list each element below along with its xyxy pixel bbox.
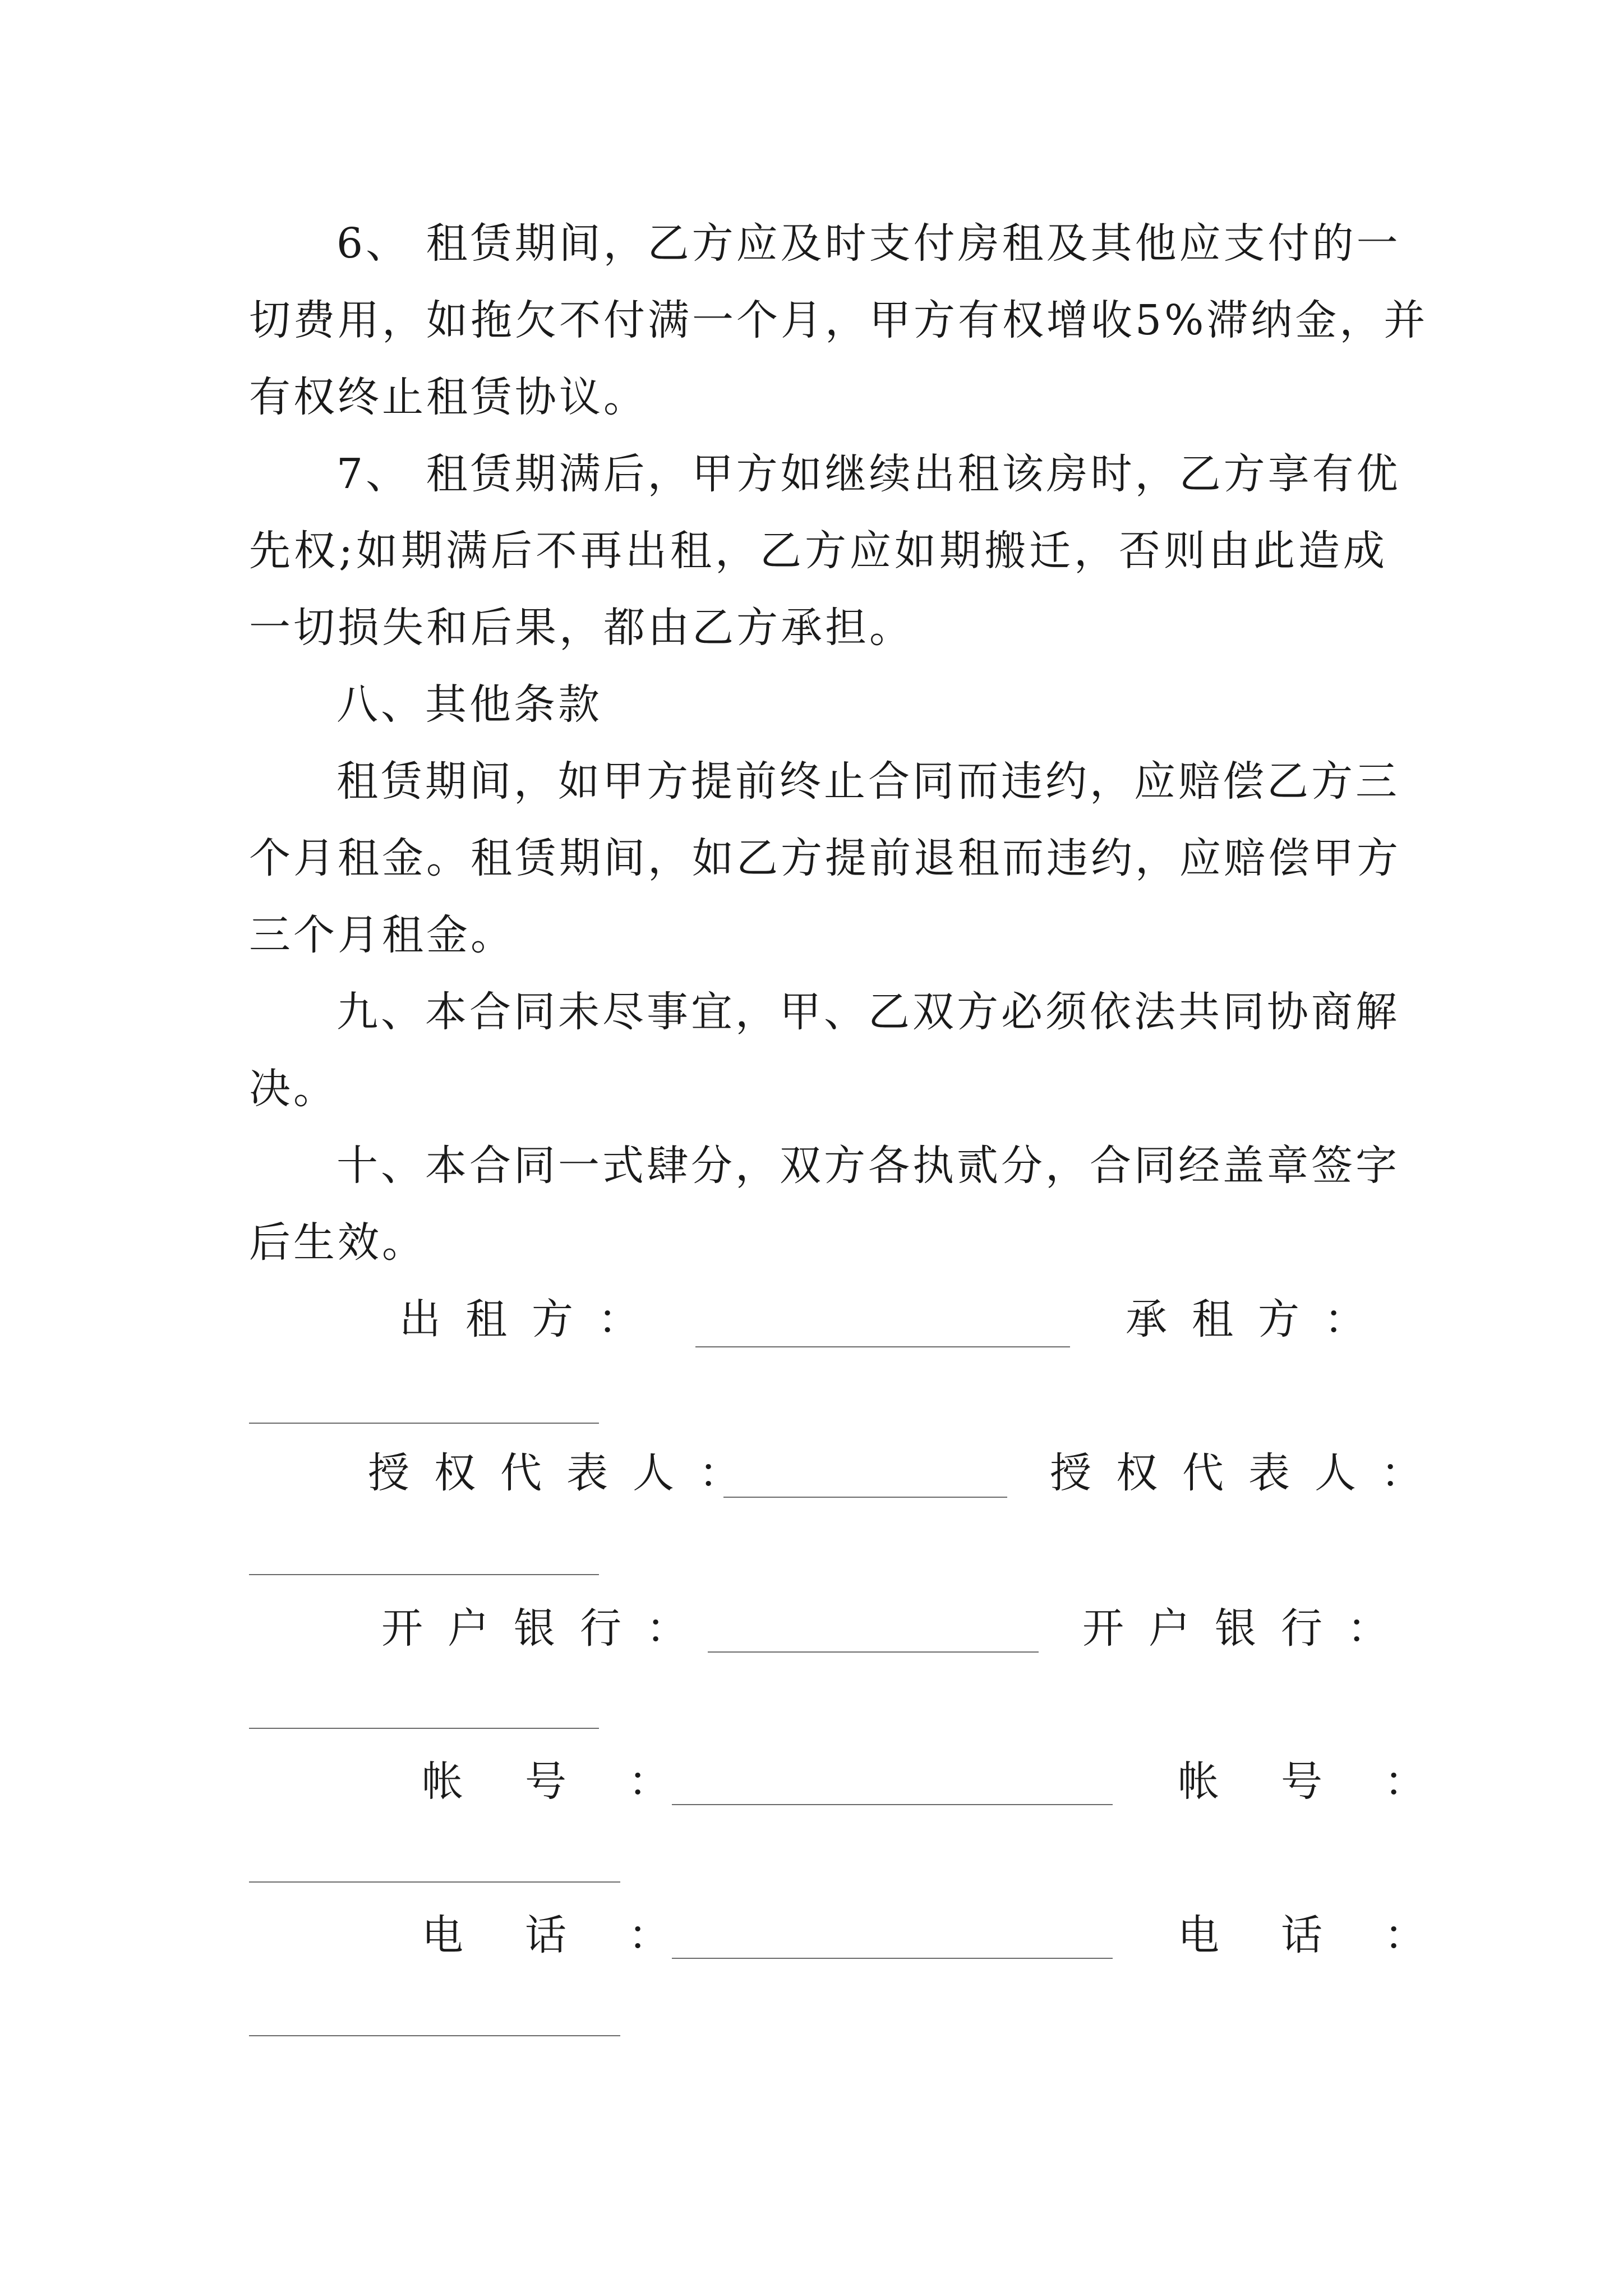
lessee-account-blank[interactable]: [249, 1881, 620, 1883]
lessor-bank-label: 开户银行：: [381, 1604, 712, 1653]
clause-7-line-2: 先权;如期满后不再出租，乙方应如期搬迁，否则由此造成: [249, 527, 1387, 575]
section-8-line-1: 租赁期间，如甲方提前终止合同而违约，应赔偿乙方三: [336, 757, 1400, 806]
clause-6-line-3: 有权终止租赁协议。: [249, 373, 648, 421]
section-10-line-1: 十、本合同一式肆分，双方各执贰分，合同经盖章签字: [336, 1142, 1400, 1190]
clause-7-line-1: 7、 租赁期满后，甲方如继续出租该房时，乙方享有优: [336, 450, 1401, 498]
lessor-rep-label: 授权代表人：: [368, 1449, 765, 1497]
lessee-phone-blank[interactable]: [249, 2035, 620, 2036]
lessee-name-blank[interactable]: [249, 1423, 599, 1424]
lessor-name-blank[interactable]: [695, 1346, 1070, 1347]
lessor-bank-blank[interactable]: [708, 1651, 1039, 1653]
clause-6-line-2: 切费用，如拖欠不付满一个月，甲方有权增收5%滞纳金，并: [249, 296, 1428, 344]
lessee-rep-blank[interactable]: [249, 1574, 599, 1575]
clause-6-line-1: 6、 租赁期间，乙方应及时支付房租及其他应支付的一: [336, 219, 1401, 268]
lessee-bank-label: 开户银行：: [1082, 1604, 1413, 1653]
lessor-phone-label: 电话：: [422, 1911, 731, 1959]
lessee-rep-label: 授权代表人：: [1050, 1449, 1447, 1497]
lessor-rep-blank[interactable]: [723, 1497, 1007, 1498]
clause-7-line-3: 一切损失和后果，都由乙方承担。: [249, 604, 914, 652]
lessor-phone-blank[interactable]: [672, 1958, 1113, 1959]
lessee-phone-label: 电话：: [1178, 1911, 1487, 1959]
lessor-label: 出租方：: [399, 1295, 664, 1343]
section-9-line-2: 决。: [249, 1065, 338, 1113]
section-10-line-2: 后生效。: [249, 1218, 426, 1267]
lessee-label: 承租方：: [1126, 1295, 1390, 1343]
section-8-line-2: 个月租金。租赁期间，如乙方提前退租而违约，应赔偿甲方: [249, 834, 1401, 882]
lessor-account-blank[interactable]: [672, 1804, 1113, 1805]
lessor-account-label: 帐号：: [422, 1757, 731, 1806]
lessee-account-label: 帐号：: [1178, 1757, 1487, 1806]
section-9-line-1: 九、本合同未尽事宜，甲、乙双方必须依法共同协商解: [336, 988, 1400, 1036]
section-8-heading: 八、其他条款: [336, 680, 602, 729]
lessee-bank-blank[interactable]: [249, 1728, 599, 1729]
section-8-line-3: 三个月租金。: [249, 911, 515, 959]
